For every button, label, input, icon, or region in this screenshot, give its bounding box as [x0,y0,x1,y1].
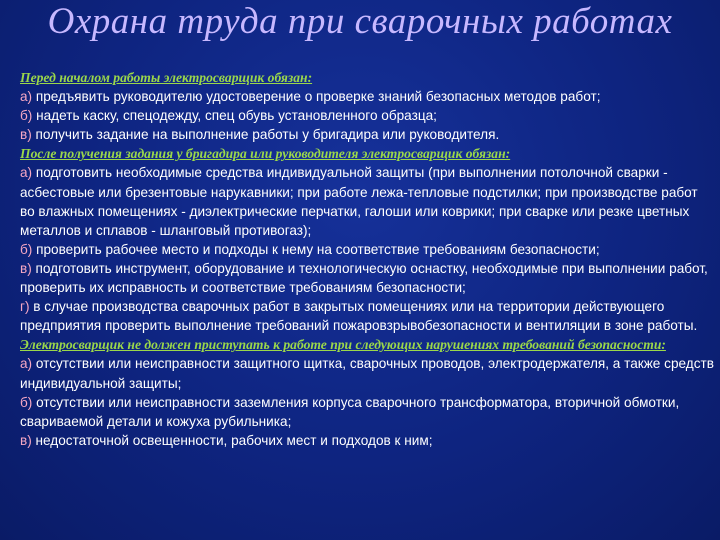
item-text: проверить рабочее место и подходы к нему на соответствие требованиям безопасности; [36,241,600,257]
list-item [20,393,715,431]
item-text: отсутствии или неисправности заземления корпуса сварочного трансформатора, вторичной обмотки, свариваемой детали и кожуха рубильника; [20,394,680,429]
item-text: в случае производства сварочных работ в закрытых помещениях или на территории действующего предприятия проверить выполнение требований пожаровзрывобезопасности и вентиляции в зоне работы. [20,299,698,334]
item-marker: в) [20,260,32,276]
section-heading: Электросварщик не должен приступать к работе при следующих нарушениях требований безопасности: [20,337,666,353]
list-item [20,87,715,106]
item-text: подготовить инструмент, оборудование и технологическую оснастку, необходимые при выполнении работ, проверить их исправность и соответствие требованиям безопасности; [20,260,708,296]
item-text: недостаточной освещенности, рабочих мест и подходов к ним; [35,432,433,448]
item-text: отсутствии или неисправности защитного щитка, сварочных проводов, электродержателя, а также средств индивидуальной защиты; [20,356,714,391]
list-item [20,163,715,239]
item-marker: а) [20,356,33,372]
item-marker: а) [20,89,33,105]
list-item [20,297,715,335]
list-item [20,106,715,125]
item-text: надеть каску, спецодежду, спец обувь установленного образца; [36,108,437,124]
item-marker: в) [20,432,32,448]
list-item [20,354,715,392]
list-item [20,431,715,450]
slide-body [20,68,715,450]
item-text: предъявить руководителю удостоверение о проверке знаний безопасных методов работ; [35,89,601,105]
item-text: получить задание на выполнение работы у бригадира или руководителя. [35,127,500,143]
item-text: подготовить необходимые средства индивидуальной защиты (при выполнении потолочной сварки - асбестовые или брезентовые нарукавники; при работе лежа-тепловые подстилки; при производстве работ во влажных помещениях - диэлектрические перчатки, галоши или коврики; при сварке или резке цветных металлов и сплавов - шланговый противогаз); [20,165,698,238]
item-marker: а) [20,165,33,181]
section-heading: Перед началом работы электросварщик обязан: [20,70,313,85]
slide-title: Охрана труда при сварочных работах [47,1,673,42]
list-item [20,259,715,297]
item-marker: в) [20,127,32,143]
item-marker: г) [20,299,30,315]
item-marker: б) [20,394,33,410]
section-heading: После получения задания у бригадира или руководителя электросварщик обязан: [20,146,511,162]
item-marker: б) [20,241,33,257]
list-item [20,125,715,144]
list-item [20,240,715,259]
item-marker: б) [20,108,33,124]
